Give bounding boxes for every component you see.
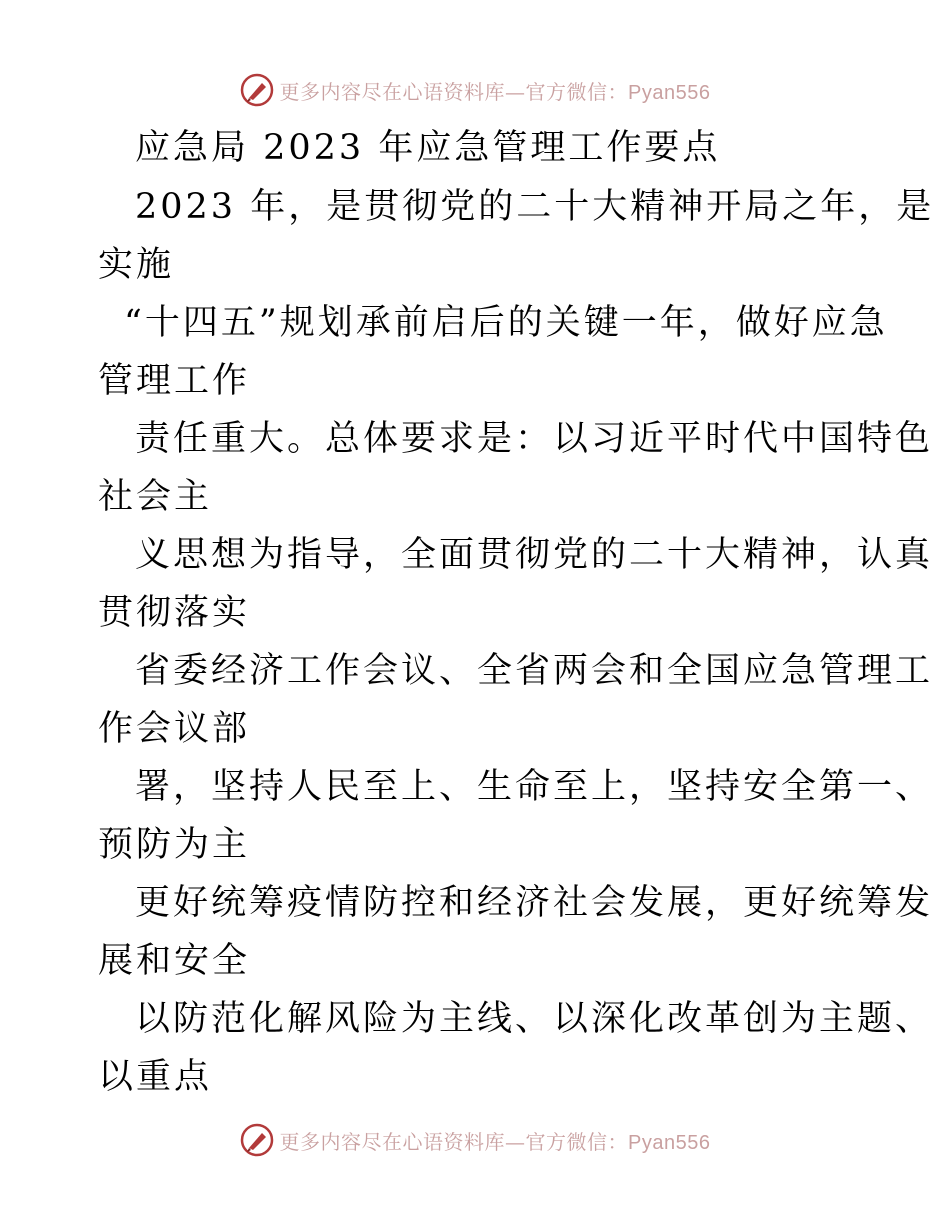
body-line: 省委经济工作会议、全省两会和全国应急管理工 (135, 651, 934, 691)
body-line: 更好统筹疫情防控和经济社会发展，更好统筹发 (135, 883, 934, 923)
watermark-account: Pyan556 (628, 1131, 711, 1154)
body-line: 署，坚持人民至上、生命至上，坚持安全第一、 (135, 767, 934, 807)
body-line: 作会议部 (98, 709, 251, 749)
body-line: 预防为主 (98, 825, 251, 865)
body-line: 管理工作 (98, 361, 251, 401)
watermark-text: 更多内容尽在心语资料库—官方微信：Pyan556 (279, 1129, 711, 1154)
body-line: 义思想为指导，全面贯彻党的二十大精神，认真 (135, 535, 934, 575)
body-line: 以防范化解风险为主线、以深化改革创为主题、 (135, 999, 934, 1039)
body-line: 贯彻落实 (98, 593, 251, 633)
body-line: 社会主 (98, 477, 213, 517)
pen-logo-icon (240, 73, 274, 107)
body-line: 展和安全 (98, 941, 251, 981)
watermark-account: Pyan556 (628, 81, 711, 104)
body-line: 以重点 (98, 1057, 213, 1097)
body-line: 责任重大。总体要求是：以习近平时代中国特色 (135, 419, 934, 459)
watermark-text: 更多内容尽在心语资料库—官方微信：Pyan556 (279, 79, 711, 104)
pen-logo-icon (240, 1123, 274, 1157)
footer-watermark (0, 1120, 950, 1160)
document-title: 应急局 2023 年应急管理工作要点 (135, 128, 721, 168)
header-watermark (0, 70, 950, 110)
body-line: 实施 (98, 245, 175, 285)
body-line: 2023 年，是贯彻党的二十大精神开局之年，是 (135, 187, 935, 227)
body-line: “十四五”规划承前启后的关键一年，做好应急 (124, 303, 888, 343)
